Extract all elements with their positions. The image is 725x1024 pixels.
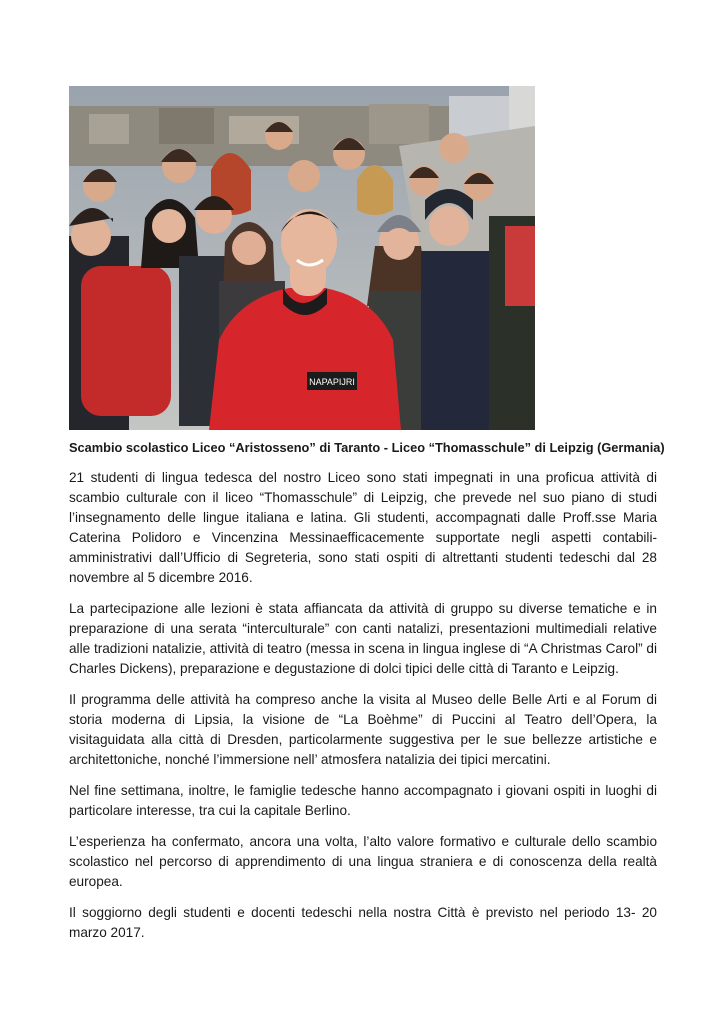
paragraph-2: La partecipazione alle lezioni è stata affiancata da attività di gruppo su diverse tematiche e in preparazione di una serata “interculturale” con canti natalizi, presentazioni multimediali relative alle tradizioni natalizie, attività di teatro (messa in scena in lingua inglese di “A Christmas Carol” di Charles Dickens), preparazione e degustazione di dolci tipici delle città di Taranto e Leipzig. — [69, 601, 657, 676]
paragraph-4: Nel fine settimana, inoltre, le famiglie tedesche hanno accompagnato i giovani ospiti in luoghi di particolare interesse, tra cui la capitale Berlino. — [69, 783, 657, 818]
group-selfie-image — [69, 86, 535, 430]
paragraph-1: 21 studenti di lingua tedesca del nostro Liceo sono stati impegnati in una proficua attività di scambio culturale con il liceo “Thomasschule” di Leipzig, che prevede nel suo piano di studi l’insegnamento delle lingue italiana e latina. Gli studenti, accompagnati dalle Proff.sse Maria Caterina Polidoro e Vincenzina Messinaefficacemente supportate negli aspetti contabili-amministrativi dall’Ufficio di Segreteria, sono stati ospiti di altrettanti studenti tedeschi dal 28 novembre al 5 dicembre 2016. — [69, 470, 657, 585]
jacket-logo: NAPAPIJRI — [309, 377, 355, 387]
paragraph-6: Il soggiorno degli studenti e docenti tedeschi nella nostra Città è previsto nel periodo 13- 20 marzo 2017. — [69, 905, 657, 940]
paragraph-5: L’esperienza ha confermato, ancora una volta, l’alto valore formativo e culturale dello scambio scolastico nel percorso di apprendimento di una lingua straniera e di conoscenza della realtà europea. — [69, 834, 657, 889]
paragraph-3: Il programma delle attività ha compreso anche la visita al Museo delle Belle Arti e al Forum di storia moderna di Lipsia, la visione de “La Boèhme” di Puccini al Teatro dell’Opera, la visitaguidata alla città di Dresden, particolarmente suggestiva per le sue bellezze artistiche e architettoniche, nonché l’immersione nell’ atmosfera natalizia dei tipici mercatini. — [69, 692, 657, 767]
article-body — [69, 432, 665, 954]
article-title: Scambio scolastico Liceo “Aristosseno” di Taranto - Liceo “Thomasschule” di Leipzig (Germania) — [69, 440, 665, 455]
group-photo — [69, 86, 535, 430]
